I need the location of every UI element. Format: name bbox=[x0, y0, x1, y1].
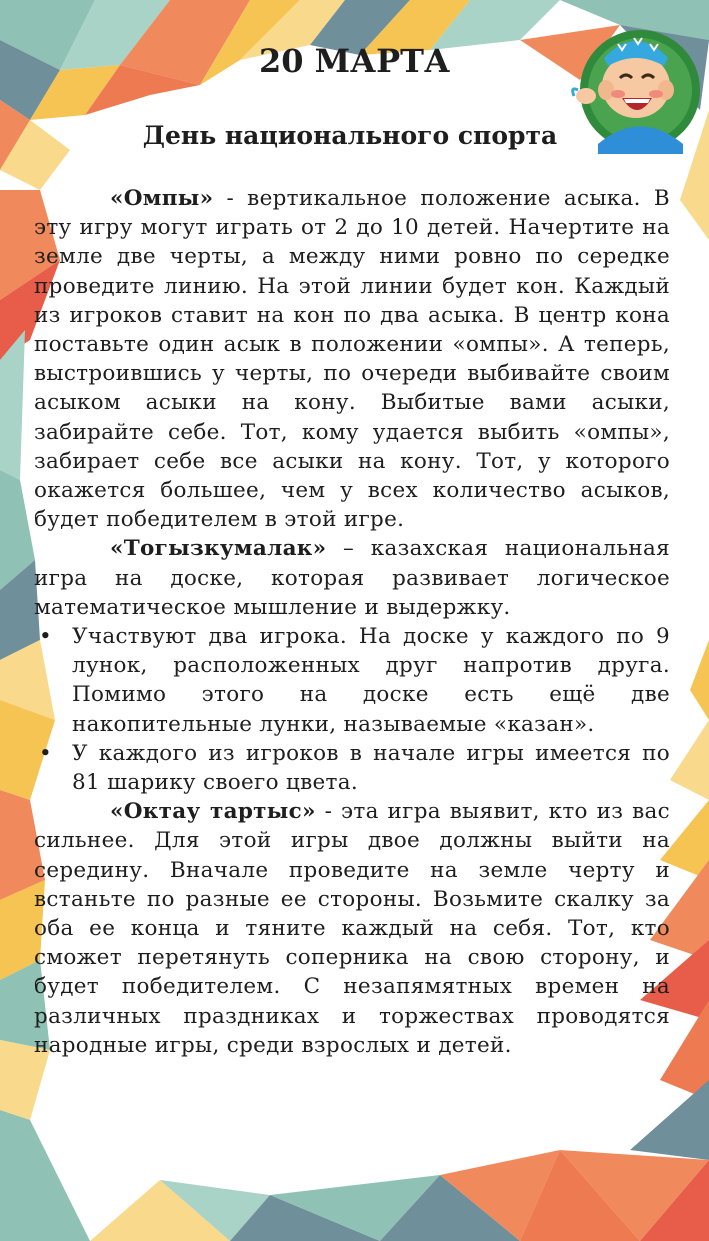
paragraph-ompy-text: - вертикальное положение асыка. В эту игру могут играть от 2 до 10 детей. Начертите на земле две черты, а между ними ровно по середке проведите линию. На этой линии будет кон. Каждый из игроков ставит на кон по два асыка. В центр кона поставьте один асык в положении «омпы». А теперь, выстроившись у черты, по очереди выбивайте своим асыком асыки на кону. Выбитые вами асыки, забирайте себе. Тот, кому удается выбить «омпы», забирает себе все асыки на кону. Тот, у которого окажется большее, чем у всех количество асыков, будет победителем в этой игре. bbox=[34, 186, 670, 533]
list-item bbox=[34, 739, 670, 797]
page-date: 20 МАРТА bbox=[258, 42, 451, 80]
rules-list bbox=[34, 622, 670, 797]
bullet-icon: • bbox=[39, 624, 52, 650]
paragraph-oktau-tartys-text: - эта игра выявит, кто из вас сильнее. Для этой игры двое должны выйти на середину. Вначале проведите на земле черту и встаньте по разные ее стороны. Возьмите скалку за оба ее конца и тяните каждый на себя. Тот, кто сможет перетянуть соперника на свою сторону, и будет победителем. С незапямятных времен на различных праздниках и торжествах проводятся народные игры, среди взрослых и детей. bbox=[34, 799, 670, 1058]
list-item-text: Участвуют два игрока. На доске у каждого по 9 лунок, расположенных друг напротив друга. Помимо этого на доске есть ещё две накопительные лунки, называемые «казан». bbox=[72, 624, 670, 737]
list-item bbox=[34, 622, 670, 739]
game-name-ompy: «Омпы» bbox=[110, 186, 214, 211]
page-title: День национального спорта bbox=[142, 121, 558, 150]
article-body bbox=[34, 184, 670, 1060]
paragraph-togyzkumalak bbox=[34, 534, 670, 622]
game-name-togyzkumalak: «Тогызкумалак» bbox=[110, 536, 327, 562]
game-name-oktau-tartys: «Октау тартыс» bbox=[110, 799, 316, 825]
paragraph-togyzkumalak-text: – казахская национальная игра на доске, которая развивает логическое математическое мышление и выдержку. bbox=[34, 536, 670, 620]
list-item-text: У каждого из игроков в начале игры имеется по 81 шарику своего цвета. bbox=[72, 740, 670, 796]
paragraph-oktau-tartys bbox=[34, 797, 670, 1060]
bullet-icon: • bbox=[39, 740, 52, 766]
paragraph-ompy bbox=[34, 184, 670, 534]
